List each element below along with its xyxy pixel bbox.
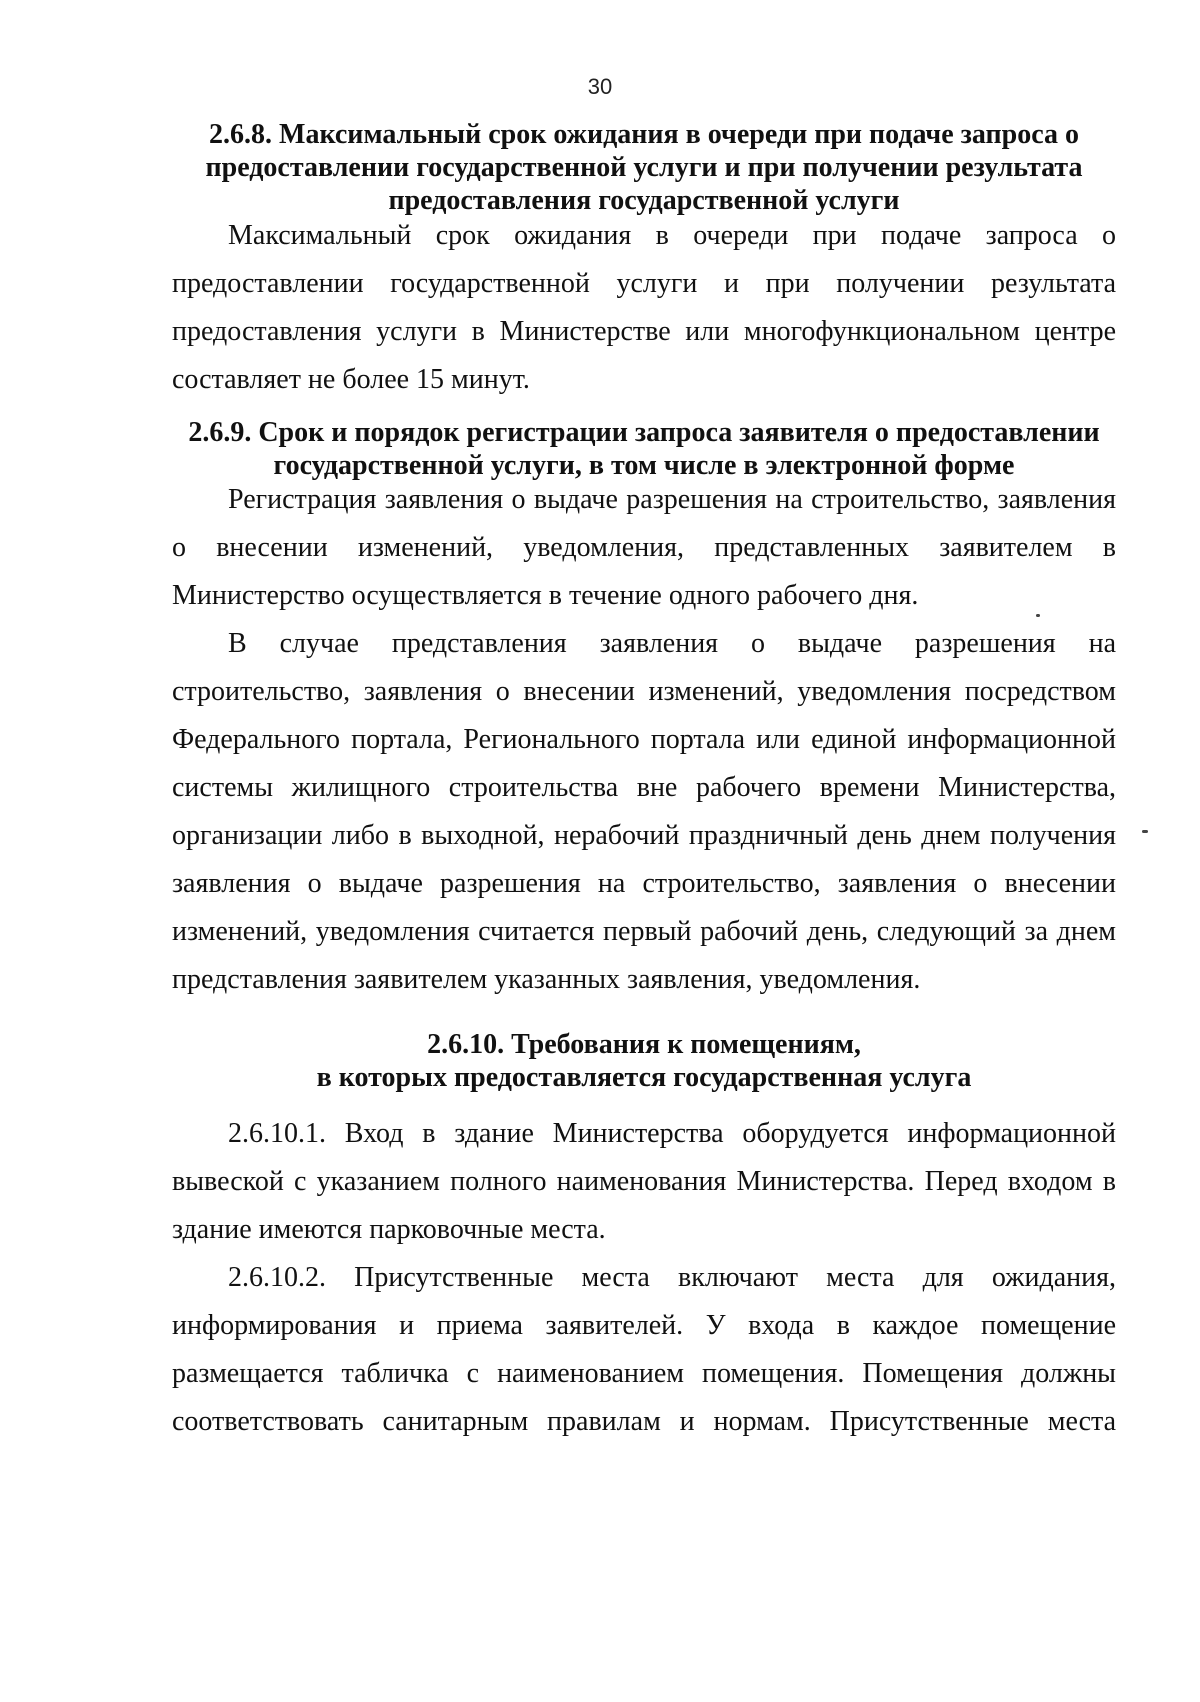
paragraph-line: вывеской с указанием полного наименования Министерства. Перед входом в xyxy=(172,1166,1116,1197)
paragraph-line: 2.6.10.1. Вход в здание Министерства оборудуется информационной xyxy=(228,1118,1116,1149)
paragraph-line: представления заявителем указанных заявления, уведомления. xyxy=(172,964,921,995)
paragraph-line: Министерство осуществляется в течение одного рабочего дня. xyxy=(172,580,919,611)
heading-line: предоставлении государственной услуги и при получении результата xyxy=(205,152,1083,183)
paragraph-line: В случае представления заявления о выдаче разрешения на xyxy=(228,628,1116,659)
paragraph-line: Федерального портала, Регионального портала или единой информационной xyxy=(172,724,1116,755)
paragraph-line: строительство, заявления о внесении изменений, уведомления посредством xyxy=(172,676,1116,707)
paragraph-line: здание имеются парковочные места. xyxy=(172,1214,606,1245)
paragraph-line: размещается табличка с наименованием помещения. Помещения должны xyxy=(172,1358,1116,1389)
heading-line: предоставления государственной услуги xyxy=(388,185,900,216)
scan-dot xyxy=(1142,830,1148,833)
section-2-6-8-body xyxy=(172,212,1116,404)
paragraph-line: заявления о выдаче разрешения на строительство, заявления о внесении xyxy=(172,868,1116,899)
paragraph-line: предоставлении государственной услуги и при получении результата xyxy=(172,268,1116,299)
paragraph-line: организации либо в выходной, нерабочий праздничный день днем получения xyxy=(172,820,1116,851)
paragraph-line: информирования и приема заявителей. У входа в каждое помещение xyxy=(172,1310,1116,1341)
section-2-6-9-body xyxy=(172,476,1116,1004)
paragraph-line: составляет не более 15 минут. xyxy=(172,364,530,395)
paragraph xyxy=(172,620,1116,1004)
heading-line: 2.6.8. Максимальный срок ожидания в очереди при подаче запроса о xyxy=(209,119,1079,150)
paragraph-line: Регистрация заявления о выдаче разрешения на строительство, заявления xyxy=(228,484,1116,515)
paragraph xyxy=(172,476,1116,620)
paragraph-line: предоставления услуги в Министерстве или многофункциональном центре xyxy=(172,316,1116,347)
paragraph-line: о внесении изменений, уведомления, представленных заявителем в xyxy=(172,532,1116,563)
paragraph-line: изменений, уведомления считается первый рабочий день, следующий за днем xyxy=(172,916,1116,947)
heading-line: 2.6.9. Срок и порядок регистрации запроса заявителя о предоставлении xyxy=(188,417,1100,448)
paragraph xyxy=(172,1254,1116,1446)
section-2-6-10 xyxy=(172,1028,1116,1094)
page-number: 30 xyxy=(587,74,613,99)
section-heading xyxy=(172,118,1116,217)
heading-line: 2.6.10. Требования к помещениям, xyxy=(427,1029,861,1060)
scan-dot xyxy=(1036,614,1040,617)
section-2-6-9 xyxy=(172,416,1116,482)
section-2-6-8 xyxy=(172,118,1116,217)
section-heading xyxy=(172,416,1116,482)
paragraph xyxy=(172,212,1116,404)
heading-line: в которых предоставляется государственная услуга xyxy=(316,1062,972,1093)
paragraph-line: системы жилищного строительства вне рабочего времени Министерства, xyxy=(172,772,1116,803)
section-heading xyxy=(172,1028,1116,1094)
paragraph-line: соответствовать санитарным правилам и нормам. Присутственные места xyxy=(172,1406,1116,1437)
paragraph-line: 2.6.10.2. Присутственные места включают места для ожидания, xyxy=(228,1262,1116,1293)
paragraph-line: Максимальный срок ожидания в очереди при подаче запроса о xyxy=(228,220,1116,251)
paragraph xyxy=(172,1110,1116,1254)
section-2-6-10-body xyxy=(172,1110,1116,1446)
heading-line: государственной услуги, в том числе в электронной форме xyxy=(273,450,1015,481)
